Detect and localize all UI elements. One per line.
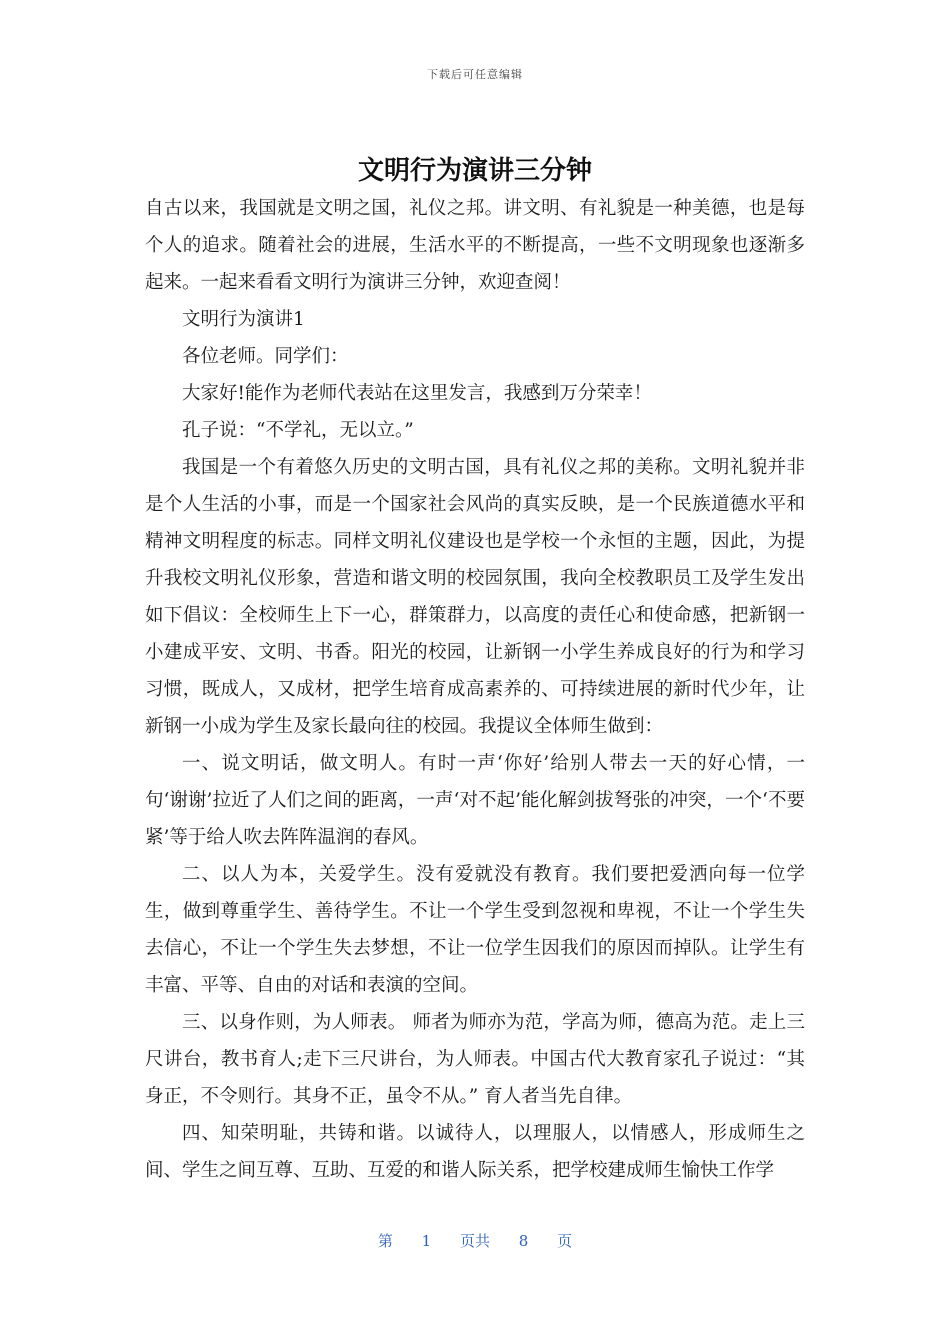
footer-label-page: 第 xyxy=(377,1232,393,1250)
paragraph-5: 二、以人为本，关爱学生。没有爱就没有教育。我们要把爱洒向每一位学生，做到尊重学生、善待学生。不让一个学生受到忽视和卑视，不让一个学生失去信心，不让一个学生失去梦想，不让一位学生因我们的原因而掉队。让学生有丰富、平等、自由的对话和表演的空间。 xyxy=(145,864,805,996)
document-title: 文明行为演讲三分钟 xyxy=(357,156,592,186)
footer-total-pages: 8 xyxy=(518,1232,529,1250)
paragraph-6: 三、以身作则，为人师表。 师者为师亦为范，学高为师，德高为范。走上三尺讲台，教书育人;走下三尺讲台，为人师表。中国古代大教育家孔子说过：“其身正，不令则行。其身不正，虽令不从。” 育人者当先自律。 xyxy=(145,1012,805,1107)
section-title: 文明行为演讲1 xyxy=(182,309,305,330)
paragraph-7: 四、知荣明耻，共铸和谐。以诚待人，以理服人，以情感人，形成师生之间、学生之间互尊、互助、互爱的和谐人际关系，把学校建成师生愉快工作学 xyxy=(145,1123,805,1181)
document-body xyxy=(145,190,805,1189)
greeting-paragraph: 各位老师。同学们： xyxy=(182,346,349,367)
paragraph-4: 一、说文明话，做文明人。有时一声‘你好’给别人带去一天的好心情，一句‘谢谢’拉近了人们之间的距离，一声‘对不起’能化解剑拔弩张的冲突，一个‘不要紧’等于给人吹去阵阵温润的春风。 xyxy=(145,753,805,848)
paragraph-1: 大家好!能作为老师代表站在这里发言，我感到万分荣幸！ xyxy=(182,383,652,404)
download-note: 下载后可任意编辑 xyxy=(427,68,523,81)
paragraph-3: 我国是一个有着悠久历史的文明古国，具有礼仪之邦的美称。文明礼貌并非是个人生活的小事，而是一个国家社会风尚的真实反映，是一个民族道德水平和精神文明程度的标志。同样文明礼仪建设也是学校一个永恒的主题，因此，为提升我校文明礼仪形象，营造和谐文明的校园氛围，我向全校教职员工及学生发出如下倡议：全校师生上下一心，群策群力，以高度的责任心和使命感，把新钢一小建成平安、文明、书香。阳光的校园，让新钢一小学生养成良好的行为和学习习惯，既成人，又成材，把学生培育成高素养的、可持续进展的新时代少年，让新钢一小成为学生及家长最向往的校园。我提议全体师生做到： xyxy=(145,457,805,737)
footer-label-end: 页 xyxy=(557,1232,573,1250)
footer-label-of: 页共 xyxy=(459,1232,490,1250)
paragraph-2: 孔子说：“不学礼，无以立。” xyxy=(182,420,414,441)
footer-current-page: 1 xyxy=(421,1232,432,1250)
intro-paragraph: 自古以来，我国就是文明之国，礼仪之邦。讲文明、有礼貌是一种美德，也是每个人的追求。随着社会的进展，生活水平的不断提高，一些不文明现象也逐渐多起来。一起来看看文明行为演讲三分钟，欢迎查阅！ xyxy=(145,198,805,293)
page-number-footer xyxy=(0,1230,950,1251)
